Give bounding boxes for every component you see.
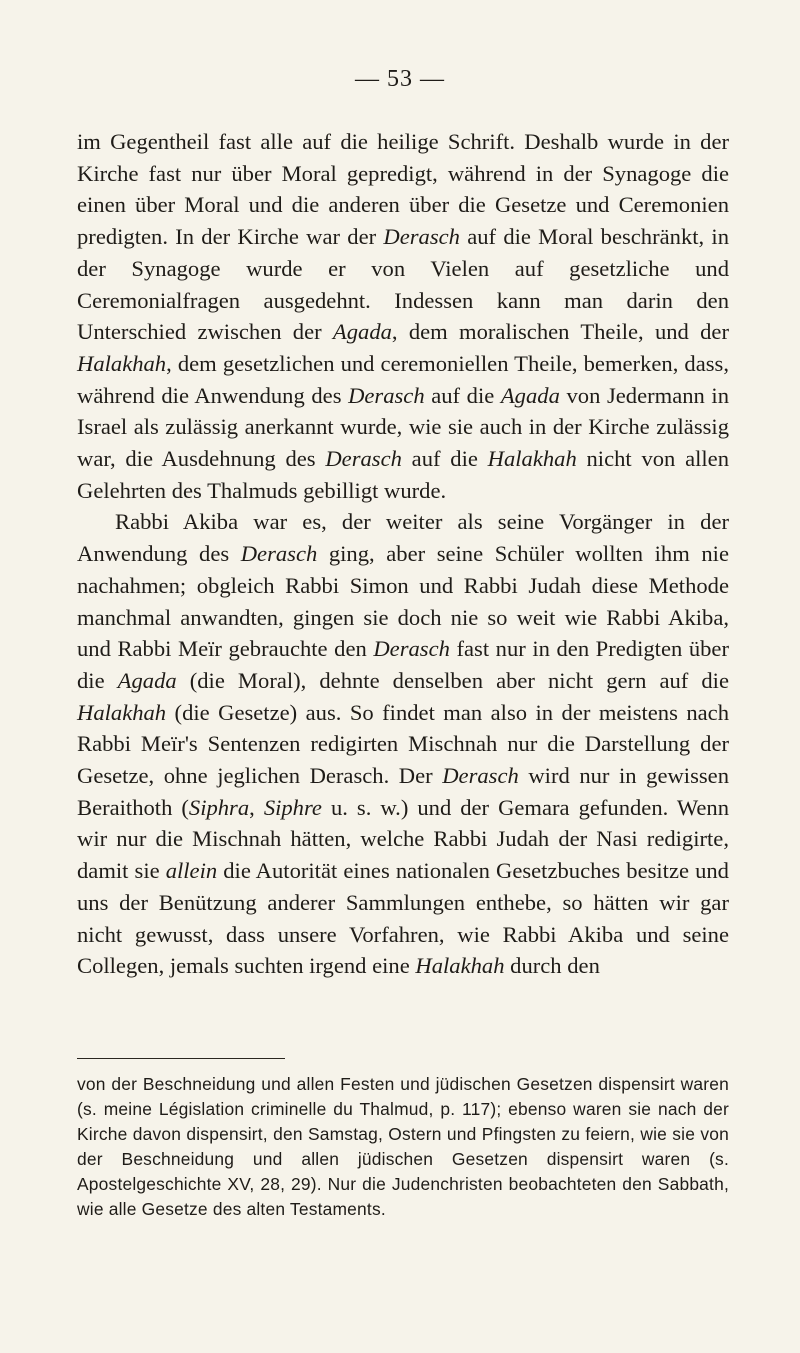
paragraph-2 [77, 506, 729, 982]
text-run: (die Moral), dehnte denselben aber nicht gern auf die [176, 667, 729, 693]
italic-term: Derasch [383, 224, 460, 250]
text-run: (die Gesetze) aus. So findet man also in der meistens nach Rabbi Meïr's Sentenzen redigirten Mischnah nur die Darstellung der Gesetze, ohne jeglichen Derasch. Der [77, 699, 729, 789]
italic-term: Agada [500, 382, 560, 408]
italic-term: Siphra [188, 794, 250, 820]
text-run: fast nur in den Predigten über die [77, 636, 729, 693]
text-run: durch den [504, 953, 600, 979]
text-run: auf die Moral beschränkt, in der Synagoge wurde er von Vielen auf gesetzliche und Ceremonialfragen ausgedehnt. Indessen kann man darin den Unterschied zwischen der [77, 224, 729, 345]
italic-term: Halakhah [77, 699, 167, 725]
italic-term: Derasch [325, 446, 402, 472]
paragraph-1 [77, 126, 729, 506]
italic-term: Derasch [240, 541, 318, 567]
footnote [77, 1072, 729, 1222]
text-run: die Autorität eines nationalen Gesetzbuches besitze und uns der Benützung anderer Sammlungen enthebe, so hätten wir gar nicht gewusst, dass unsere Vorfahren, wie Rabbi Akiba und seine Collegen, jemals suchten irgend eine [77, 858, 729, 979]
main-text [77, 126, 729, 982]
italic-term: allein [165, 858, 218, 884]
italic-term: Agada [117, 667, 177, 693]
text-run: nicht von allen Gelehrten des Thalmuds gebilligt wurde. [77, 446, 729, 503]
text-run: auf die [401, 446, 488, 472]
italic-term: Derasch [348, 382, 425, 408]
italic-term: Agada [332, 319, 392, 345]
italic-term: Halakhah [415, 953, 505, 979]
text-run: von Jedermann in Israel als zulässig anerkannt wurde, wie sie auch in der Kirche zulässig war, die Ausdehnung des [77, 382, 729, 472]
text-run: im Gegentheil fast alle auf die heilige Schrift. Deshalb wurde in der Kirche fast nur über Moral gepredigt, während in der Synagoge die einen über Moral und die anderen über die Gesetze und Ceremonien predigten. In der Kirche war der [77, 129, 729, 250]
text-run: , dem gesetzlichen und ceremoniellen Theile, bemerken, dass, während die Anwendung des [77, 350, 729, 408]
footnote-divider [77, 1058, 285, 1059]
italic-term: Halakhah [77, 350, 167, 376]
text-run: Rabbi Akiba war es, der weiter als seine Vorgänger in der Anwendung des [77, 509, 729, 567]
italic-term: Derasch [373, 636, 450, 662]
text-run: wird nur in gewissen Beraithoth ( [77, 763, 729, 820]
page-number: — 53 — [355, 66, 445, 92]
footnote-text: von der Beschneidung und allen Festen und jüdischen Gesetzen dispensirt waren (s. meine Législation criminelle du Thalmud, p. 117); ebenso waren sie nach der Kirche davon dispensirt, den Samstag, Ostern und Pfingsten zu feiern, wie sie von der Beschneidung und allen jüdischen Gesetzen dispensirt waren (s. Apostelgeschichte XV, 28, 29). Nur die Judenchristen beobachteten den Sabbath, wie alle Gesetze des alten Testaments. [77, 1074, 729, 1219]
text-run: u. s. w.) und der Gemara gefunden. Wenn wir nur die Mischnah hätten, welche Rabbi Judah der Nasi redigirte, damit sie [77, 794, 730, 884]
text-run: ging, aber seine Schüler wollten ihm nie nachahmen; obgleich Rabbi Simon und Rabbi Judah diese Methode manchmal anwandten, gingen sie doch nie so weit wie Rabbi Akiba, und Rabbi Meïr gebrauchte den [77, 541, 729, 662]
text-run: , dem moralischen Theile, und der [391, 319, 729, 345]
text-run: auf die [424, 382, 501, 408]
italic-term: Siphre [263, 794, 322, 820]
italic-term: Derasch [442, 763, 519, 789]
text-run: , [249, 794, 264, 820]
italic-term: Halakhah [487, 446, 577, 472]
